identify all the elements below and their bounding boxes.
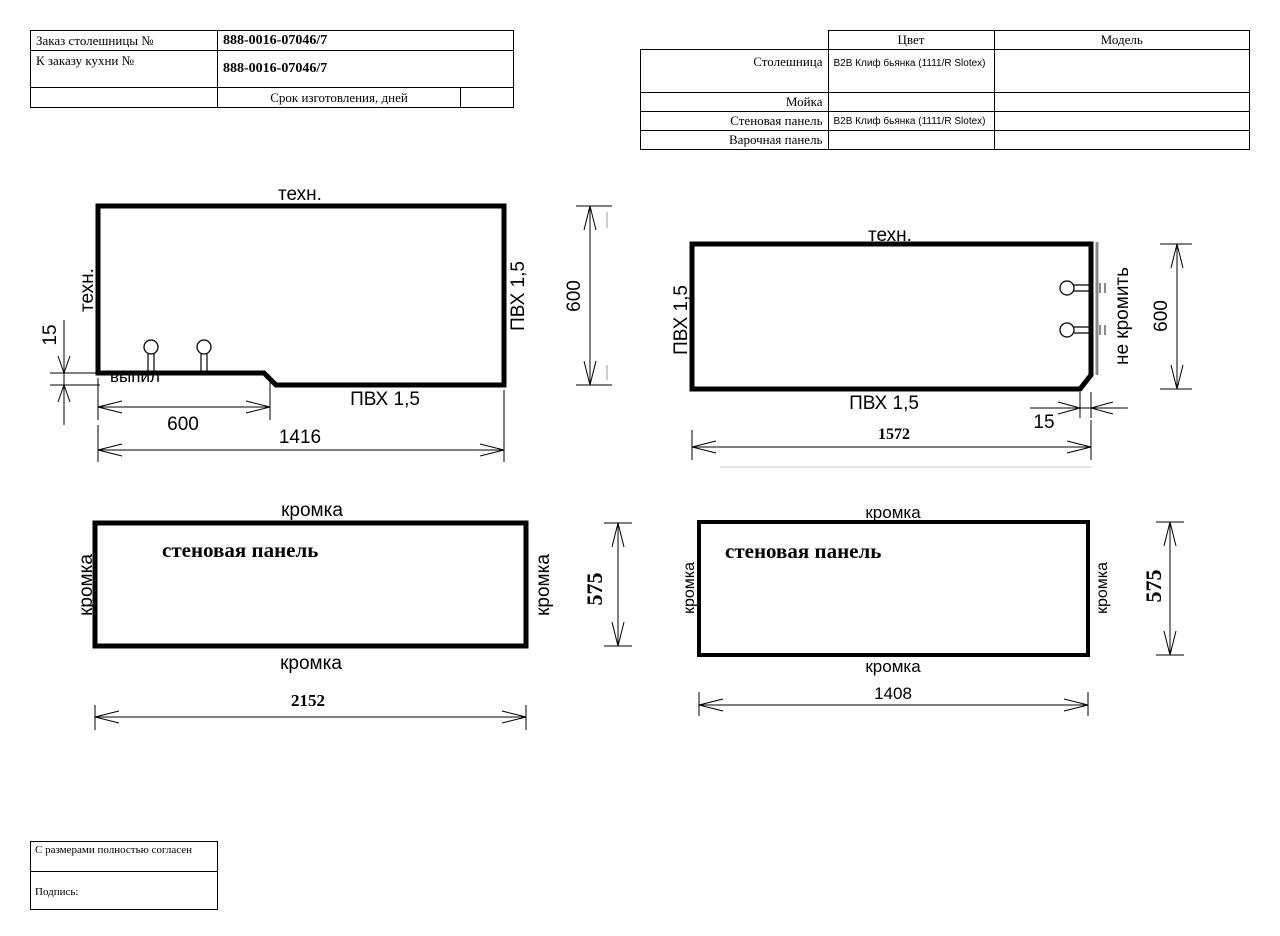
signature-label: Подпись: — [35, 886, 79, 898]
model-column-header: Модель — [994, 31, 1250, 50]
dim-panel2-height: 575 — [1141, 569, 1166, 603]
agreement-text: С размерами полностью согласен — [31, 842, 217, 872]
kitchen-order-label: К заказу кухни № — [31, 51, 218, 88]
panel1-right-edge: кромка — [533, 554, 554, 616]
panel2-top-edge: кромка — [865, 503, 921, 522]
cutout-marker-right — [197, 340, 211, 371]
spec-row-label: Стеновая панель — [641, 112, 829, 131]
part1-right-edge: ПВХ 1,5 — [508, 261, 529, 331]
countertop-1-outline — [98, 206, 504, 385]
dim-cutout-width: 600 — [167, 414, 199, 435]
dim-corner: 15 — [1033, 412, 1055, 433]
panel1-name: стеновая панель — [162, 538, 319, 562]
panel2-name: стеновая панель — [725, 539, 882, 563]
color-column-header: Цвет — [828, 31, 994, 50]
agreement-box — [30, 841, 218, 910]
spec-row-color: B2B Клиф бьянка (1111/R Slotex) — [828, 112, 994, 131]
dim-depth-1: 600 — [564, 280, 585, 312]
spec-row-color: B2B Клиф бьянка (1111/R Slotex) — [828, 50, 994, 93]
spec-row-label: Варочная панель — [641, 131, 829, 150]
part2-top-edge: техн. — [868, 225, 912, 246]
dim-panel1-length: 2152 — [291, 691, 325, 710]
panel1-left-edge: кромка — [76, 554, 97, 616]
countertop-part-2 — [671, 225, 1192, 467]
dim-depth-2: 600 — [1151, 300, 1172, 332]
dim-panel1-height-lines — [604, 523, 632, 646]
countertop-order-number: 888-0016-07046/7 — [218, 31, 514, 51]
spec-row-label: Мойка — [641, 93, 829, 112]
dim-length-2: 1572 — [878, 426, 910, 443]
dim-panel1-height: 575 — [582, 572, 607, 606]
panel2-right-edge: кромка — [1094, 561, 1111, 615]
dim-cutout-height: 15 — [40, 324, 61, 346]
dim-length-1-lines — [98, 390, 504, 462]
part1-top-edge: техн. — [278, 184, 322, 205]
countertop-part-1 — [40, 184, 612, 462]
part1-bottom-edge: ПВХ 1,5 — [350, 389, 420, 410]
panel2-left-edge: кромка — [681, 561, 698, 615]
part1-left-edge: техн. — [77, 268, 98, 312]
panel1-bottom-edge: кромка — [280, 653, 342, 674]
part2-bottom-edge: ПВХ 1,5 — [849, 393, 919, 414]
countertop-order-label: Заказ столешницы № — [31, 31, 218, 51]
dim-panel2-length: 1408 — [874, 684, 912, 703]
wall-panel-2 — [681, 503, 1184, 716]
spec-row-label: Столешница — [641, 50, 829, 93]
dim-length-1: 1416 — [278, 427, 322, 448]
kitchen-order-number: 888-0016-07046/7 — [218, 51, 514, 88]
panel2-bottom-edge: кромка — [865, 657, 921, 676]
wall-panel-1 — [76, 500, 632, 730]
part2-right-edge: не кромить — [1112, 266, 1133, 366]
lead-time-label: Срок изготовления, дней — [218, 88, 461, 108]
countertop-2-outline — [692, 244, 1091, 389]
cutout-label: выпил — [110, 367, 160, 386]
panel1-top-edge: кромка — [281, 500, 343, 521]
part2-left-edge: ПВХ 1,5 — [671, 285, 692, 355]
